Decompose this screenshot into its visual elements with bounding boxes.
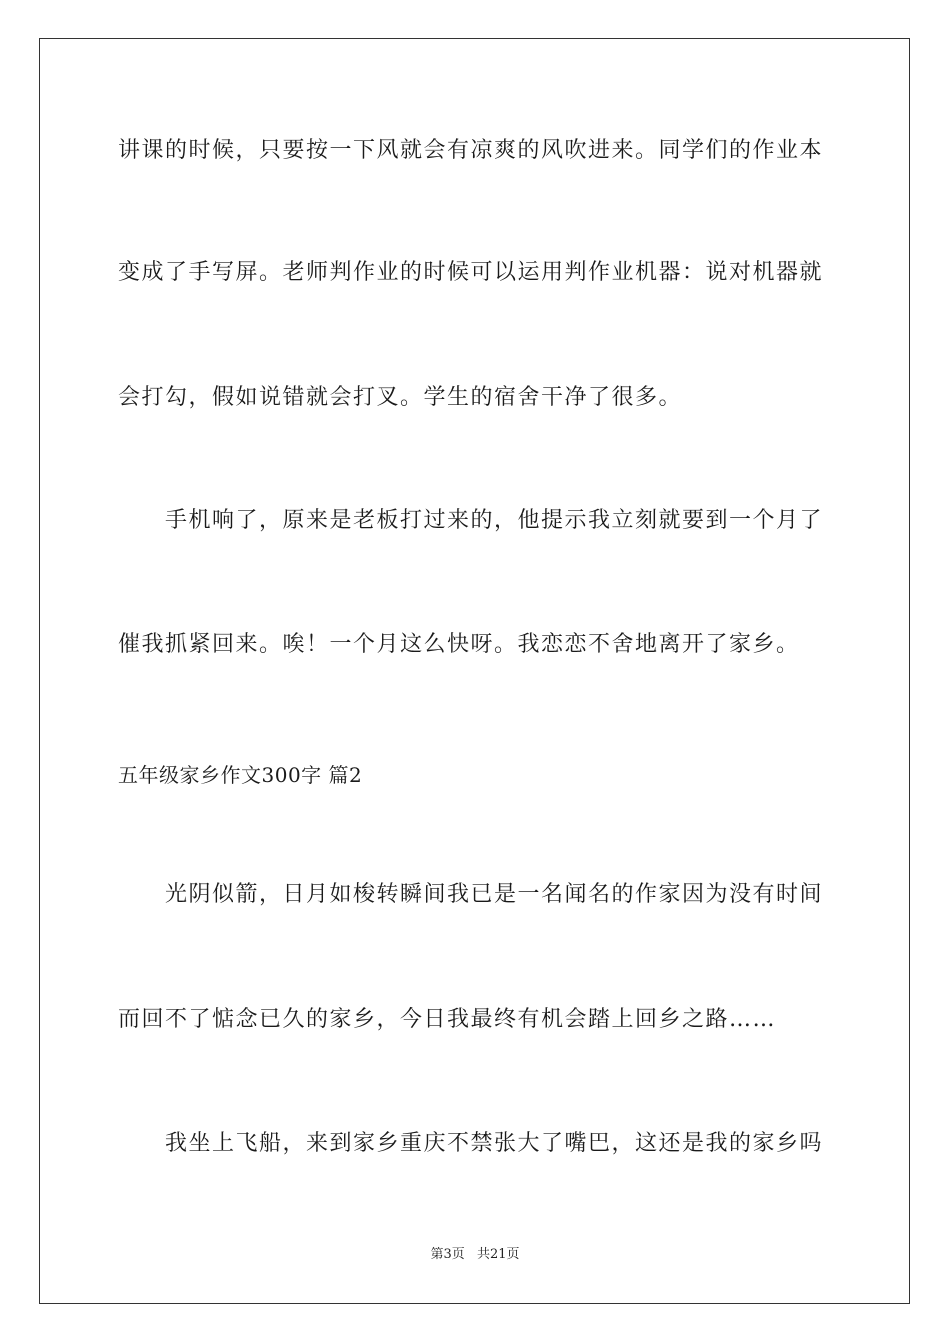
body-line-2: 变成了手写屏。老师判作业的时候可以运用判作业机器：说对机器就	[118, 260, 824, 285]
body-line-3: 会打勾，假如说错就会打叉。学生的宿舍干净了很多。	[118, 385, 683, 410]
body-line-7: 而回不了惦念已久的家乡，今日我最终有机会踏上回乡之路……	[118, 1007, 777, 1032]
current-page-number: 第3页	[430, 1247, 465, 1262]
body-line-1: 讲课的时候，只要按一下风就会有凉爽的风吹进来。同学们的作业本	[118, 138, 824, 163]
body-line-8: 我坐上飞船，来到家乡重庆不禁张大了嘴巴，这还是我的家乡吗	[165, 1131, 824, 1156]
body-line-5: 催我抓紧回来。唉！一个月这么快呀。我恋恋不舍地离开了家乡。	[118, 632, 800, 657]
total-page-count: 共21页	[476, 1247, 520, 1262]
section-heading: 五年级家乡作文300字 篇2	[118, 763, 363, 787]
body-line-4: 手机响了，原来是老板打过来的，他提示我立刻就要到一个月了	[165, 508, 824, 533]
page-border	[39, 38, 910, 1304]
page-footer	[0, 1246, 950, 1264]
body-line-6: 光阴似箭，日月如梭转瞬间我已是一名闻名的作家因为没有时间	[165, 882, 824, 907]
